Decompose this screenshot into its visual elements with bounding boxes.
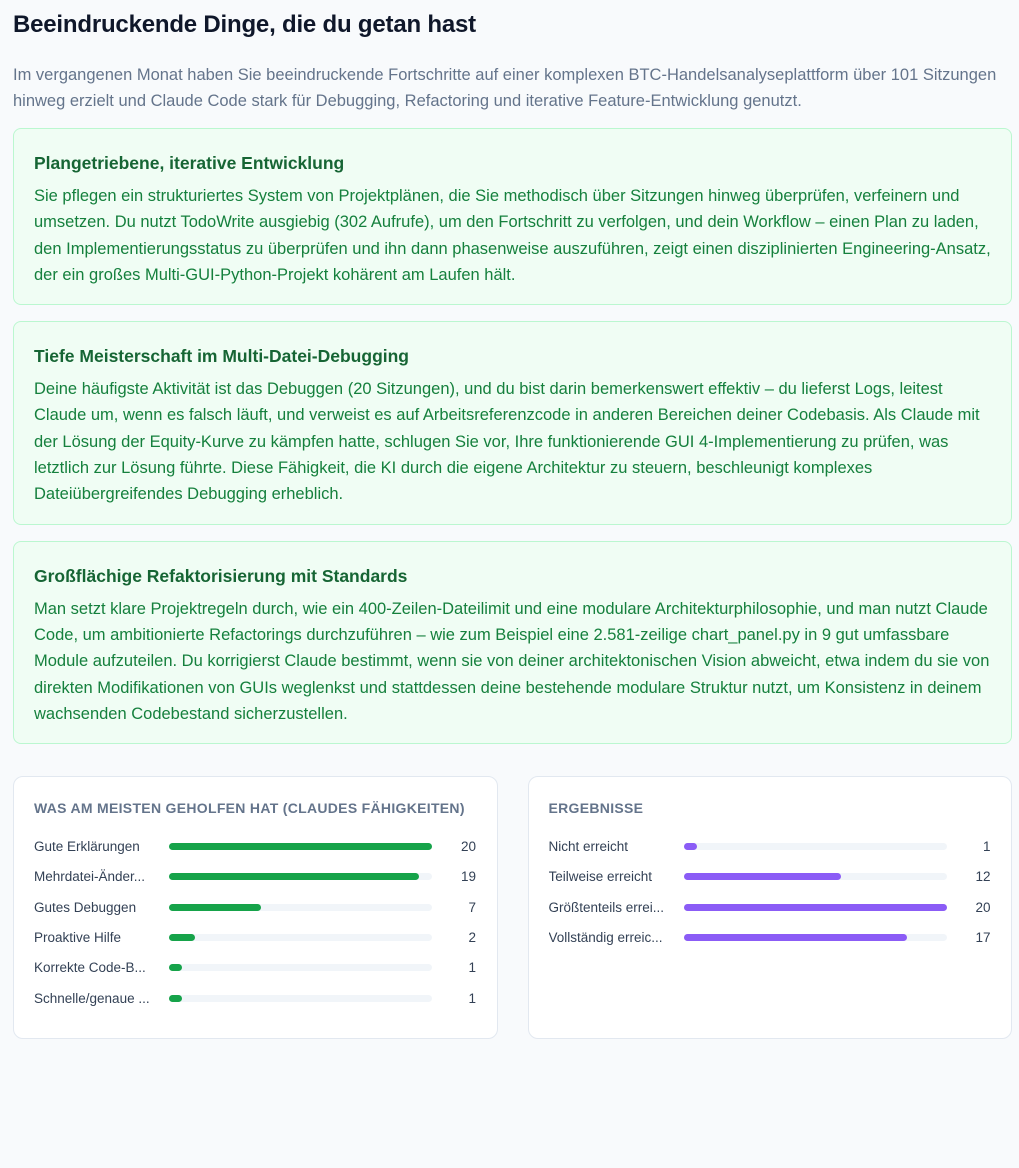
bar-value: 7 [468,899,476,915]
bar-fill [684,843,697,850]
win-title: Großflächige Refaktorisierung mit Standards [34,565,408,586]
bar-label: Vollständig erreic... [548,930,663,946]
bar-track [684,934,947,941]
bar-fill [169,995,182,1002]
bar-fill [169,964,182,971]
bar-fill [684,873,842,880]
bar-label: Gutes Debuggen [34,899,137,915]
bar-value: 20 [460,838,476,854]
bar-fill [169,843,432,850]
bar-fill [684,934,908,941]
bar-row [549,831,992,861]
bar-value: 12 [975,869,991,885]
win-title: Plangetriebene, iterative Entwicklung [34,153,345,173]
bar-row [34,922,477,952]
bar-row [549,892,992,922]
bar-label: Mehrdatei-Änder... [34,869,146,885]
bar-list [549,831,992,953]
chart-title: WAS AM MEISTEN GEHOLFEN HAT (CLAUDES FÄHIGKEITEN) [34,800,465,817]
page [0,10,1019,1039]
outcomes-chart [528,776,1013,1039]
win-description: Man setzt klare Projektregeln durch, wie ein 400-Zeilen-Dateilimit und eine modulare Architekturphilosophie, und man nutzt Claude Code, um ambitionierte Refactorings durchzuführen – wie zum Beispiel eine 2.581-zeilige chart_panel.py in 9 gut umfassbare Module aufzuteilen. Du korrigierst Claude bestimmt, wenn sie von deiner architektonischen Vision abweicht, etwa indem du sie von direkten Modifikationen von GUIs weglenkst und stattdessen deine bestehende modulare Struktur nutzt, um Konsistenz in deinem wachsenden Codebestand sicherzustellen. [34,599,990,723]
bar-track [169,873,432,880]
bar-value: 1 [982,838,991,854]
wins-list [13,128,1012,744]
bar-track [684,873,947,880]
bar-track [169,934,432,941]
bar-value: 1 [468,960,476,976]
bar-row [34,953,477,983]
bar-fill [684,904,947,911]
bar-track [169,843,432,850]
bar-row [34,831,477,861]
bar-label: Schnelle/genaue ... [34,990,150,1006]
bar-list [34,831,477,1013]
helped-most-chart [13,776,498,1039]
bar-label: Proaktive Hilfe [34,930,122,946]
bar-fill [169,873,419,880]
win-description: Deine häufigste Aktivität ist das Debuggen (20 Sitzungen), und du bist darin bemerkenswert effektiv – du lieferst Logs, leitest Claude um, wenn es falsch läuft, und verweist es auf Arbeitsreferenzcode in anderen Bereichen deiner Codebasis. Als Claude mit der Lösung der Equity-Kurve zu kämpfen hatte, schlugen Sie vor, Ihre funktionierende GUI 4-Implementierung zu prüfen, was letztlich zur Lösung führte. Diese Fähigkeit, die KI durch die eigene Architektur zu steuern, beschleunigt komplexes Dateiübergreifendes Debugging erheblich. [34,380,980,504]
bar-label: Größtenteils errei... [548,899,665,915]
bar-track [684,904,947,911]
bar-label: Gute Erklärungen [34,838,140,854]
win-title: Tiefe Meisterschaft im Multi-Datei-Debugging [34,346,409,367]
bar-track [169,904,432,911]
bar-fill [169,934,195,941]
bar-value: 19 [460,869,476,885]
bar-value: 2 [468,930,476,946]
win-description: Sie pflegen ein strukturiertes System von Projektplänen, die Sie methodisch über Sitzungen hinweg überprüfen, verfeinern und umsetzen. Du nutzt TodoWrite ausgiebig (302 Aufrufe), um den Fortschritt zu verfolgen, und dein Workflow – einen Plan zu laden, den Implementierungsstatus zu überprüfen und ihn dann phasenweise auszuführen, zeigt einen disziplinierten Engineering-Ansatz, der ein großes Multi-GUI-Python-Projekt kohärent am Laufen hält. [34,187,991,284]
bar-row [549,922,992,952]
bar-label: Nicht erreicht [548,838,629,854]
bar-track [169,995,432,1002]
win-card [13,128,1012,305]
bar-track [169,964,432,971]
bar-value: 1 [468,990,476,1006]
bar-label: Teilweise erreicht [548,869,653,885]
bar-value: 17 [975,930,991,946]
charts-row [13,776,1012,1039]
bar-track [684,843,947,850]
bar-row [34,892,477,922]
page-title: Beeindruckende Dinge, die du getan hast [13,11,476,38]
win-card [13,541,1012,744]
chart-title: ERGEBNISSE [548,800,644,817]
bar-value: 20 [975,899,991,915]
bar-row [34,983,477,1013]
intro-text: Im vergangenen Monat haben Sie beeindruckende Fortschritte auf einer komplexen BTC-Handelsanalyseplattform über 101 Sitzungen hinweg erzielt und Claude Code stark für Debugging, Refactoring und iterative Feature-Entwicklung genutzt. [13,66,997,110]
bar-fill [169,904,261,911]
win-card [13,321,1012,524]
bar-row [549,862,992,892]
bar-row [34,862,477,892]
bar-label: Korrekte Code-B... [34,960,146,976]
